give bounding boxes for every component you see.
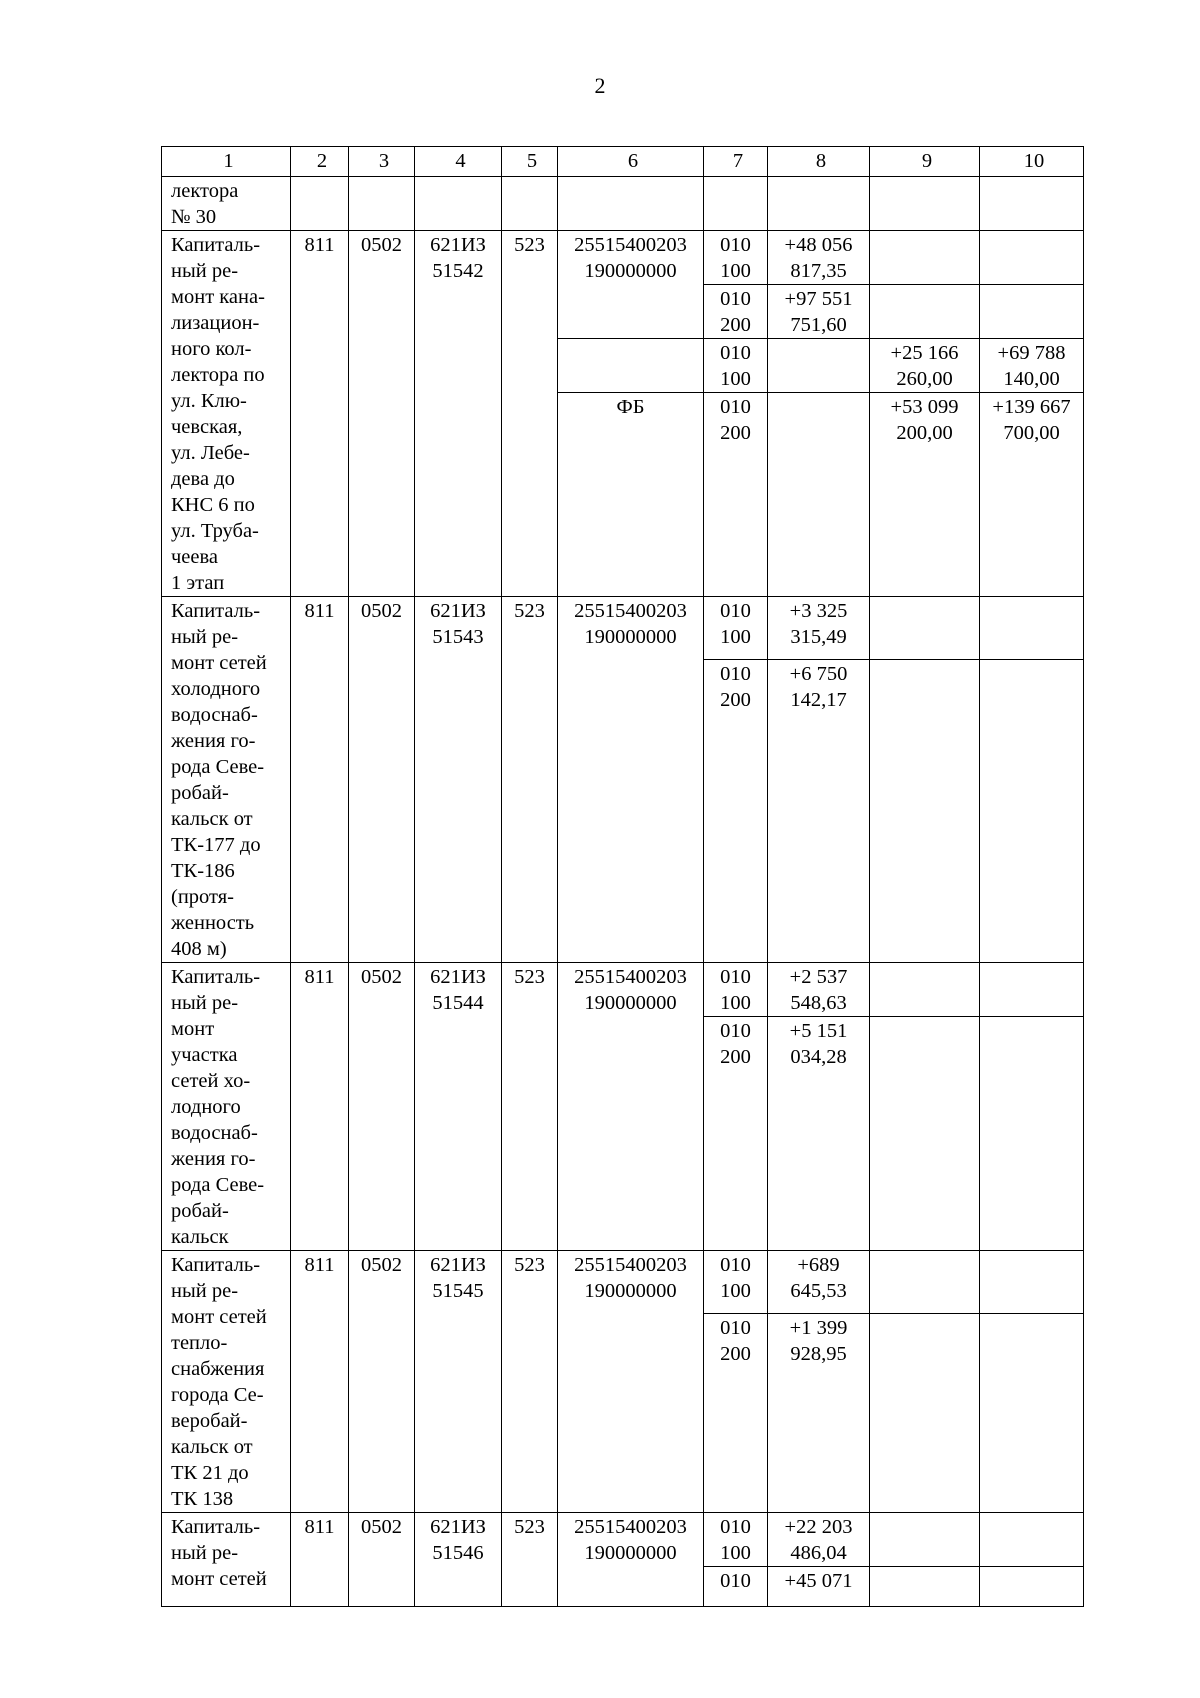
- cell-value: 010 200: [720, 663, 751, 712]
- cell-value: +139 667 700,00: [992, 396, 1071, 444]
- cell-value: 25515400203 190000000: [574, 1516, 687, 1564]
- item-name: Капиталь- ный ре- монт сетей: [171, 1516, 267, 1590]
- cell-value: 010 200: [720, 288, 751, 336]
- cell-value: 0502: [361, 1254, 402, 1276]
- table-row: [162, 963, 1084, 1017]
- cell-value: +25 166 260,00: [890, 342, 959, 390]
- item-name: Капиталь- ный ре- монт сетей холодного водоснаб- жения го- рода Севе- робай- кальск от ТК-177 до ТК-186 (протя- женность 408 м): [171, 600, 267, 960]
- cell-value: +2 537 548,63: [789, 966, 848, 1014]
- cell-value: 010 100: [720, 600, 751, 648]
- header-col-6: 6: [558, 147, 704, 177]
- cell-value: 25515400203 190000000: [574, 600, 687, 648]
- cell-value: 25515400203 190000000: [574, 966, 687, 1014]
- cell-value: +53 099 200,00: [890, 396, 959, 444]
- cell-value: +45 071: [784, 1570, 853, 1592]
- item-name: Капиталь- ный ре- монт сетей тепло- снабжения города Се- веробай- кальск от ТК 21 до ТК 138: [171, 1254, 267, 1510]
- cell-value: +689 645,53: [790, 1254, 847, 1302]
- cell-value: 523: [514, 234, 545, 256]
- cell-value: 811: [304, 1516, 335, 1538]
- header-col-1: 1: [162, 147, 291, 177]
- header-col-3: 3: [349, 147, 415, 177]
- cell-value: 621ИЗ 51543: [430, 600, 486, 648]
- cell-value: 010 100: [720, 342, 751, 390]
- cell-value: 0502: [361, 600, 402, 622]
- cell-value: 523: [514, 1254, 545, 1276]
- table-row: [162, 177, 1084, 231]
- cell-value: +97 551 751,60: [784, 288, 853, 336]
- header-col-2: 2: [291, 147, 349, 177]
- item-name: лектора № 30: [171, 180, 239, 228]
- cell-value: 010 100: [720, 966, 751, 1014]
- cell-value: 811: [304, 1254, 335, 1276]
- header-col-7: 7: [704, 147, 768, 177]
- cell-value: 010 200: [720, 396, 751, 444]
- cell-value: 621ИЗ 51546: [430, 1516, 486, 1564]
- cell-value: 010: [720, 1570, 751, 1592]
- table-row: [162, 231, 1084, 285]
- cell-value: 621ИЗ 51544: [430, 966, 486, 1014]
- header-col-10: 10: [980, 147, 1084, 177]
- cell-value: 0502: [361, 234, 402, 256]
- cell-value: 523: [514, 1516, 545, 1538]
- cell-value: +69 788 140,00: [997, 342, 1066, 390]
- item-name: Капиталь- ный ре- монт участка сетей хо- лодного водоснаб- жения го- рода Севе- робай- кальск: [171, 966, 265, 1248]
- budget-table: [161, 146, 1084, 1607]
- header-col-5: 5: [502, 147, 558, 177]
- cell-value: 0502: [361, 966, 402, 988]
- table-row: [162, 597, 1084, 660]
- cell-value: +48 056 817,35: [784, 234, 853, 282]
- cell-value: 010 100: [720, 1516, 751, 1564]
- cell-value: 621ИЗ 51542: [430, 234, 486, 282]
- cell-value: 010 200: [720, 1316, 751, 1365]
- item-name: Капиталь- ный ре- монт кана- лизацион- ного кол- лектора по ул. Клю- чевская, ул. Лебе- дева до КНС 6 по ул. Труба- чеева 1 этап: [171, 234, 265, 594]
- cell-value: 811: [304, 600, 335, 622]
- cell-value: 621ИЗ 51545: [430, 1254, 486, 1302]
- cell-value: 523: [514, 966, 545, 988]
- page-number: 2: [594, 73, 606, 98]
- header-row: [162, 147, 1084, 177]
- cell-value: 811: [304, 234, 335, 256]
- cell-value: 25515400203 190000000: [574, 234, 687, 282]
- cell-value: +22 203 486,04: [784, 1516, 853, 1564]
- cell-value: 523: [514, 600, 545, 622]
- table-row: [162, 1513, 1084, 1567]
- cell-value: 010 100: [720, 1254, 751, 1302]
- cell-value: 010 100: [720, 234, 751, 282]
- cell-value: 0502: [361, 1516, 402, 1538]
- cell-value: 25515400203 190000000: [574, 1254, 687, 1302]
- budget-source: ФБ: [616, 396, 645, 418]
- cell-value: +1 399 928,95: [789, 1316, 848, 1365]
- cell-value: 811: [304, 966, 335, 988]
- cell-value: +5 151 034,28: [789, 1020, 848, 1069]
- cell-value: +6 750 142,17: [789, 663, 848, 712]
- cell-value: +3 325 315,49: [789, 600, 848, 648]
- header-col-9: 9: [870, 147, 980, 177]
- cell-value: 010 200: [720, 1020, 751, 1069]
- header-col-8: 8: [768, 147, 870, 177]
- header-col-4: 4: [415, 147, 502, 177]
- table-row: [162, 1251, 1084, 1314]
